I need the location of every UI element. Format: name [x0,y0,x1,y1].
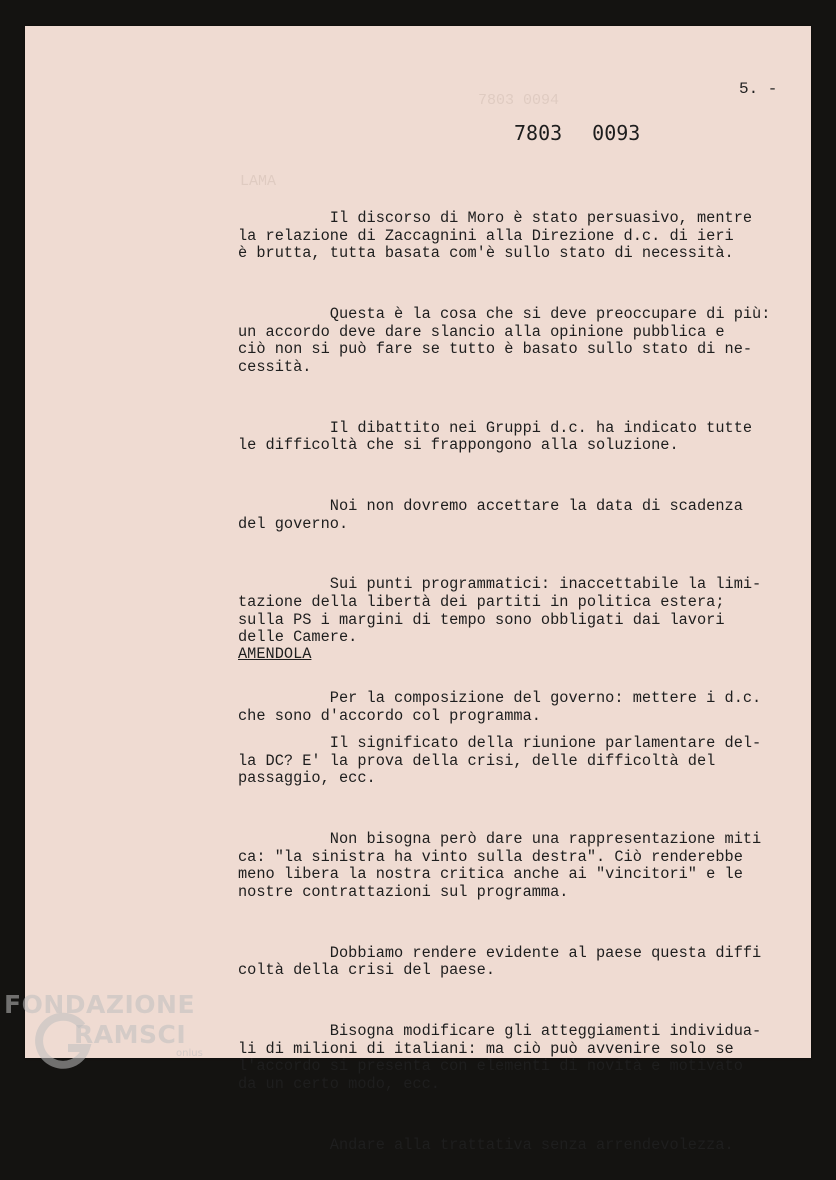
paragraph: Il dibattito nei Gruppi d.c. ha indicato tutte le difficoltà che si frappongono alla soluzione. [238,418,753,455]
paragraph: Dobbiamo rendere evidente al paese questa diffi coltà della crisi del paese. [238,943,762,980]
paragraph: Sui punti programmatici: inaccettabile la limi- tazione della libertà dei partiti in politica estera; sulla PS i margini di tempo sono obbligati dai lavori delle Camere. [238,575,762,647]
watermark-line1: FONDAZIONE [4,990,196,1019]
archive-stamp-part1: 7803 [514,121,563,145]
bleed-through-stamp: 7803 0094 [478,92,560,109]
paragraph: Noi non dovremo accettare la data di scadenza del governo. [238,497,743,533]
paragraph: Il discorso di Moro è stato persuasivo, mentre la relazione di Zaccagnini alla Direzione d.c. di ieri è brutta, tutta basata com'è sullo stato di necessità. [238,209,753,263]
paragraph: Andare alla trattativa senza arrendevolezza. [238,1135,734,1154]
paragraph: Non bisogna però dare una rappresentazione miti ca: "la sinistra ha vinto sulla destra". Ciò renderebbe meno libera la nostra critica anche ai "vincitori" e le nostre contrattazioni sul programma. [238,830,762,901]
section1-body [238,175,783,751]
paragraph: Il significato della riunione parlamentare del- la DC? E' la prova della crisi, delle difficoltà del passaggio, ecc. [238,734,762,788]
paragraph: Questa è la cosa che si deve preoccupare di più: un accordo deve dare slancio alla opinione pubblica e ciò non si può fare se tutto è basato sullo stato di ne- cessità. [238,305,771,376]
archive-stamp-part2: 0093 [592,121,641,145]
paragraph: Bisogna modificare gli atteggiamenti individua- li di milioni di italiani: ma ciò può avvenire solo se l'accordo si presenta con elementi di novità e motivato da un certo modo, ecc. [238,1022,762,1093]
page-number: 5. - [739,80,778,98]
watermark-line2: RAMSCI [74,1020,187,1049]
section2-body [238,700,783,1180]
speaker-heading: AMENDOLA [238,645,312,663]
watermark-sub: onlus [176,1048,203,1059]
archive-stamp [514,121,640,145]
fondazione-gramsci-watermark [4,990,214,1075]
paragraph: Per la composizione del governo: mettere i d.c. che sono d'accordo col programma. [238,689,762,725]
bleed-through-label: LAMA [240,173,277,190]
